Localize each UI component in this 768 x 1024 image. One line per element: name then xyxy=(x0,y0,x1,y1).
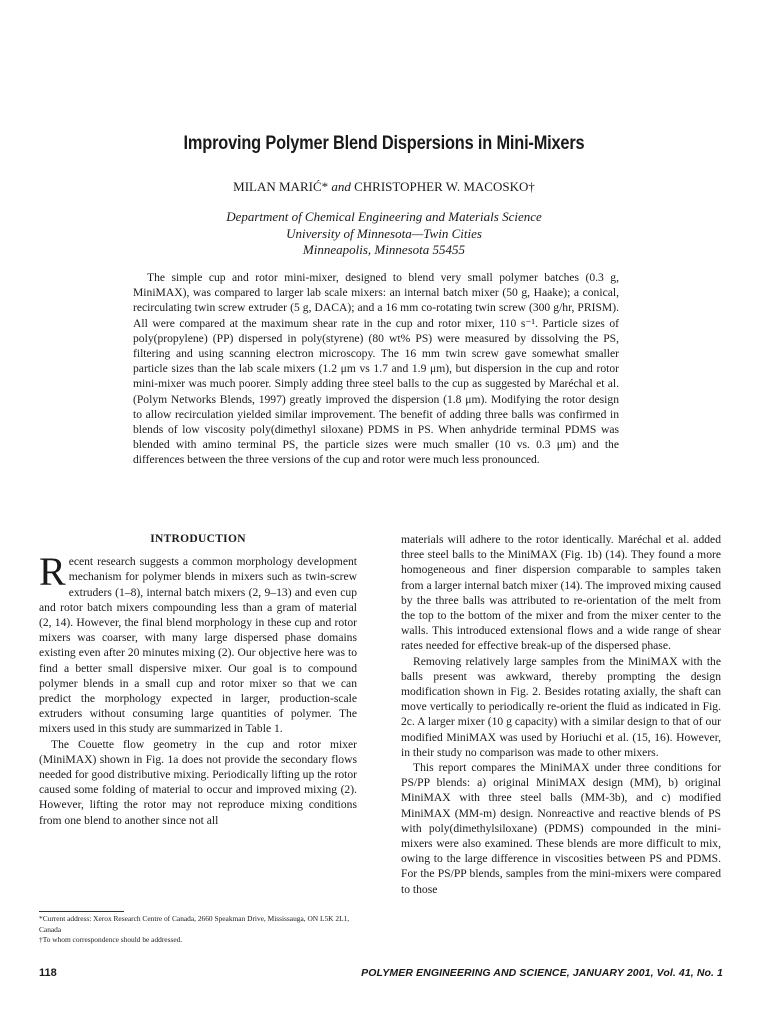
abstract: The simple cup and rotor mini-mixer, designed to blend very small polymer batches (0.3 g, MiniMAX), was compared to larger lab scale mixers: an internal batch mixer (50 g, Haake); a conical, recirculating twin screw extruder (5 g, DACA); and a 16 mm co-rotating twin screw (300 g/hr, PRISM). All were compared at the maximum shear rate in the cup and rotor mixer, 110 s⁻¹. Particle sizes of poly(propylene) (PP) dispersed in poly(styrene) (80 wt% PS) were measured by dissolving the PS, filtering and using scanning electron microscopy. The 16 mm twin screw gave somewhat smaller particle sizes than the lab scale mixers (1.2 μm vs 1.7 and 1.9 μm), but dispersion in the cup and rotor mini-mixer was much poorer. Simply adding three steel balls to the cup as suggested by Maréchal et al. (Polym Networks Blends, 1997) greatly improved the dispersion (1.8 μm). Modifying the rotor design to allow recirculation yielded similar improvement. The benefit of adding three balls was confirmed in blends of low viscosity poly(dimethyl siloxane) PDMS in PS. When anhydride terminal PDMS was blended with amino terminal PS, the particle sizes were much smaller (10 vs. 0.3 μm) and the differences between the three versions of the cup and rotor were much less pronounced. xyxy=(133,271,619,467)
journal-footer: POLYMER ENGINEERING AND SCIENCE, JANUARY 2001, Vol. 41, No. 1 xyxy=(361,967,723,979)
drop-cap: R xyxy=(39,549,66,595)
paper-title: Improving Polymer Blend Dispersions in Mini-Mixers xyxy=(183,133,585,154)
footnote-current-address: *Current address: Xerox Research Centre of Canada, 2660 Speakman Drive, Mississauga, ON L5K 2L1, Canada xyxy=(39,914,350,934)
page-number: 118 xyxy=(39,967,57,979)
affiliation-block xyxy=(0,209,768,259)
affiliation-department: Department of Chemical Engineering and Materials Science xyxy=(226,209,542,224)
author-macosko: CHRISTOPHER W. MACOSKO† xyxy=(354,179,535,194)
footnote-rule xyxy=(39,911,124,912)
right-column xyxy=(401,532,721,897)
body-paragraph-3: materials will adhere to the rotor identically. Maréchal et al. added three steel balls to the MiniMAX (Fig. 1b) (14). They found a more homogeneous and finer dispersion comparable to samples taken from a larger internal batch mixer (14). The improved mixing caused by the three balls was attributed to re-orientation of the melt from the top to the bottom of the mixer and from the mixer center to the walls. This introduced extensional flows and a wide range of shear rates needed for effective break-up of the dispersed phase. xyxy=(401,533,721,653)
body-paragraph-4: Removing relatively large samples from the MiniMAX with the balls present was awkward, thereby prompting the design modification shown in Fig. 2. Besides rotating axially, the shaft can move vertically to periodically re-orient the fluid as indicated in Fig. 2c. A larger mixer (10 g capacity) with a similar design to that of our modified MiniMAX was used by Horiuchi et al. (15, 16). However, in their study no comparison was made to other mixers. xyxy=(401,654,721,759)
author-conjunction: and xyxy=(331,179,351,194)
intro-paragraph-1-text: ecent research suggests a common morphology development mechanism for polymer blends in mixers such as twin-screw extruders (1–8), internal batch mixers (2, 9–13) and even cup and rotor batch mixers compounding less than a gram of material (2, 14). However, the final blend morphology in these cup and rotor mixers was coarser, with many large dispersed phase domains existing even after 20 minutes mixing (2). Our objective here was to find a better small dispersive mixer. Our goal is to compound polymer blends in a small cup and rotor mixer so that we can predict the morphology expected in larger, production-scale extruders without consuming large quantities of polymer. The mixers used in this study are summarized in Table 1. xyxy=(39,555,357,736)
section-heading-introduction: INTRODUCTION xyxy=(150,533,246,545)
left-column xyxy=(39,532,357,828)
intro-paragraph-1 xyxy=(39,549,357,736)
footnote-correspondence: †To whom correspondence should be addressed. xyxy=(39,935,183,944)
author-maric: MILAN MARIĆ* xyxy=(233,179,329,194)
intro-paragraph-2: The Couette flow geometry in the cup and rotor mixer (MiniMAX) shown in Fig. 1a does not provide the secondary flows needed for good distributive mixing. Periodically lifting up the rotor caused some folding of material to occur and improved mixing (2). However, lifting the rotor may not reproduce mixing conditions from one blend to another since not all xyxy=(39,737,357,827)
footnotes xyxy=(39,914,369,946)
author-line xyxy=(0,179,768,195)
affiliation-university: University of Minnesota—Twin Cities xyxy=(286,225,482,241)
body-paragraph-5: This report compares the MiniMAX under three conditions for PS/PP blends: a) original MiniMAX design (MM), b) original MiniMAX with three steel balls (MM-3b), and c) modified MiniMAX (MM-m) design. Nonreactive and reactive blends of PS with poly(dimethylsiloxane) (PDMS) compounded in the mini-mixers were also examined. These blends are more difficult to mix, owing to the large difference in viscosities between PS and PDMS. For the PS/PP blends, samples from the mini-mixers were compared to those xyxy=(401,761,721,896)
affiliation-location: Minneapolis, Minnesota 55455 xyxy=(302,242,466,257)
